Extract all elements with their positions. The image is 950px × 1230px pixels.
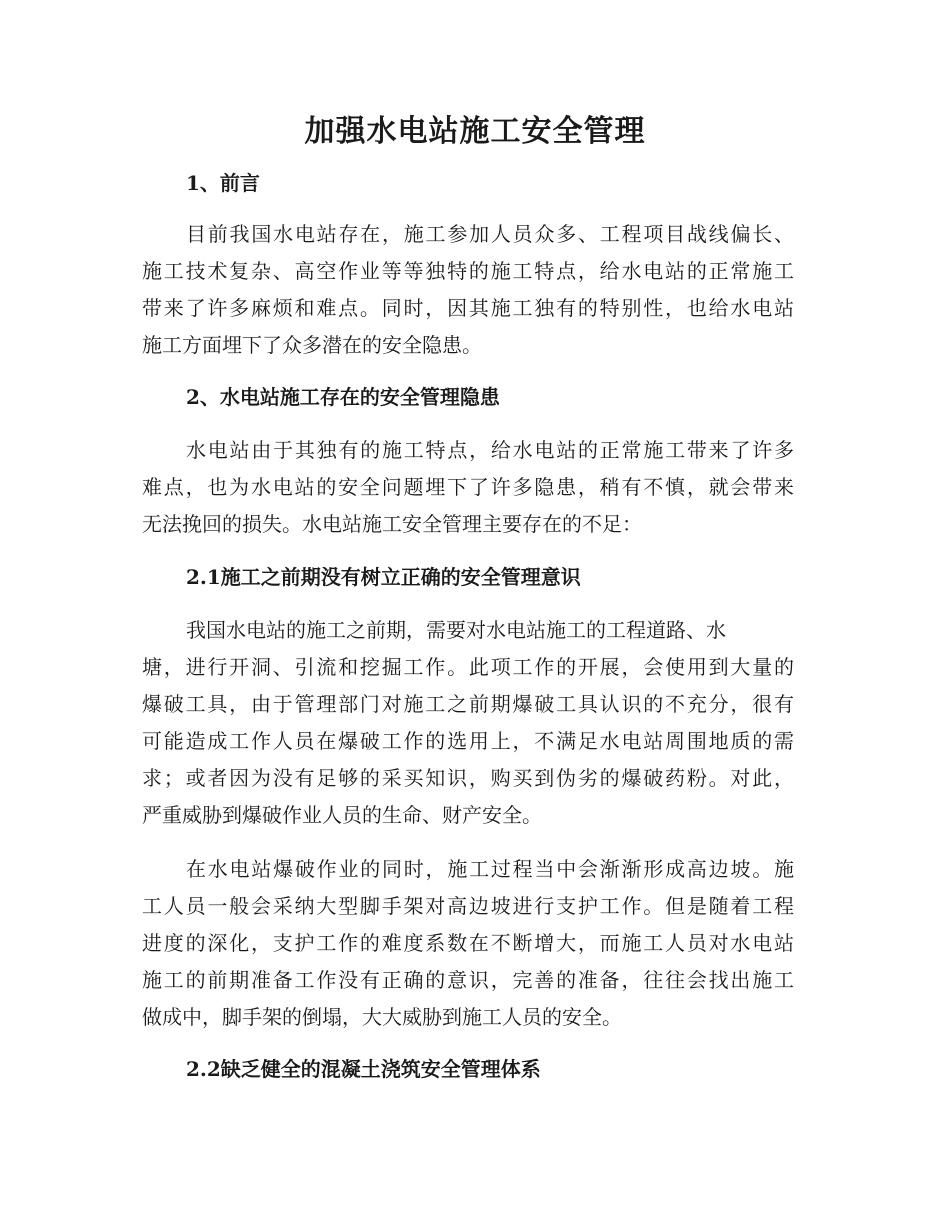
paragraph-line: 爆破工具，由于管理部门对施工之前期爆破工具认识的不充分，很有	[142, 692, 794, 716]
paragraph-line: 求；或者因为没有足够的采买知识，购买到伪劣的爆破药粉。对此，	[142, 766, 794, 790]
paragraph-line: 进度的深化，支护工作的难度系数在不断增大，而施工人员对水电站	[142, 931, 794, 955]
paragraph-line: 施工的前期准备工作没有正确的意识，完善的准备，往往会找出施工	[142, 968, 794, 992]
paragraph-line: 带来了许多麻烦和难点。同时，因其施工独有的特别性，也给水电站	[142, 296, 794, 320]
paragraph	[142, 432, 794, 543]
document-title: 加强水电站施工安全管理	[304, 114, 646, 149]
paragraph	[142, 612, 794, 834]
paragraph-line: 我国水电站的施工之前期，需要对水电站施工的工程道路、水	[186, 618, 726, 642]
paragraph-line: 无法挽回的损失。水电站施工安全管理主要存在的不足：	[142, 512, 642, 536]
paragraph	[142, 851, 794, 1036]
paragraph-line: 水电站由于其独有的施工特点，给水电站的正常施工带来了许多	[186, 438, 794, 462]
paragraph-line: 工人员一般会采纳大型脚手架对高边坡进行支护工作。但是随着工程	[142, 894, 794, 918]
section-heading-2-2: 2.2缺乏健全的混凝土浇筑安全管理体系	[186, 1057, 541, 1081]
paragraph-line: 在水电站爆破作业的同时，施工过程当中会渐渐形成高边坡。施	[186, 857, 794, 881]
paragraph-line: 可能造成工作人员在爆破工作的选用上，不满足水电站周围地质的需	[142, 729, 794, 753]
paragraph-line: 严重威胁到爆破作业人员的生命、财产安全。	[142, 803, 542, 827]
paragraph-line: 塘，进行开洞、引流和挖掘工作。此项工作的开展，会使用到大量的	[142, 655, 794, 679]
paragraph-line: 做成中，脚手架的倒塌，大大威胁到施工人员的安全。	[142, 1005, 622, 1029]
paragraph	[142, 216, 794, 364]
section-heading-safety-hazards: 2、水电站施工存在的安全管理隐患	[186, 385, 500, 409]
section-heading-introduction: 1、前言	[186, 171, 260, 195]
section-heading-2-1: 2.1施工之前期没有树立正确的安全管理意识	[186, 565, 581, 589]
paragraph-line: 目前我国水电站存在，施工参加人员众多、工程项目战线偏长、	[186, 222, 794, 246]
paragraph-line: 施工方面埋下了众多潜在的安全隐患。	[142, 333, 482, 357]
paragraph-line: 难点，也为水电站的安全问题埋下了许多隐患，稍有不慎，就会带来	[142, 475, 794, 499]
paragraph-line: 施工技术复杂、高空作业等等独特的施工特点，给水电站的正常施工	[142, 259, 794, 283]
